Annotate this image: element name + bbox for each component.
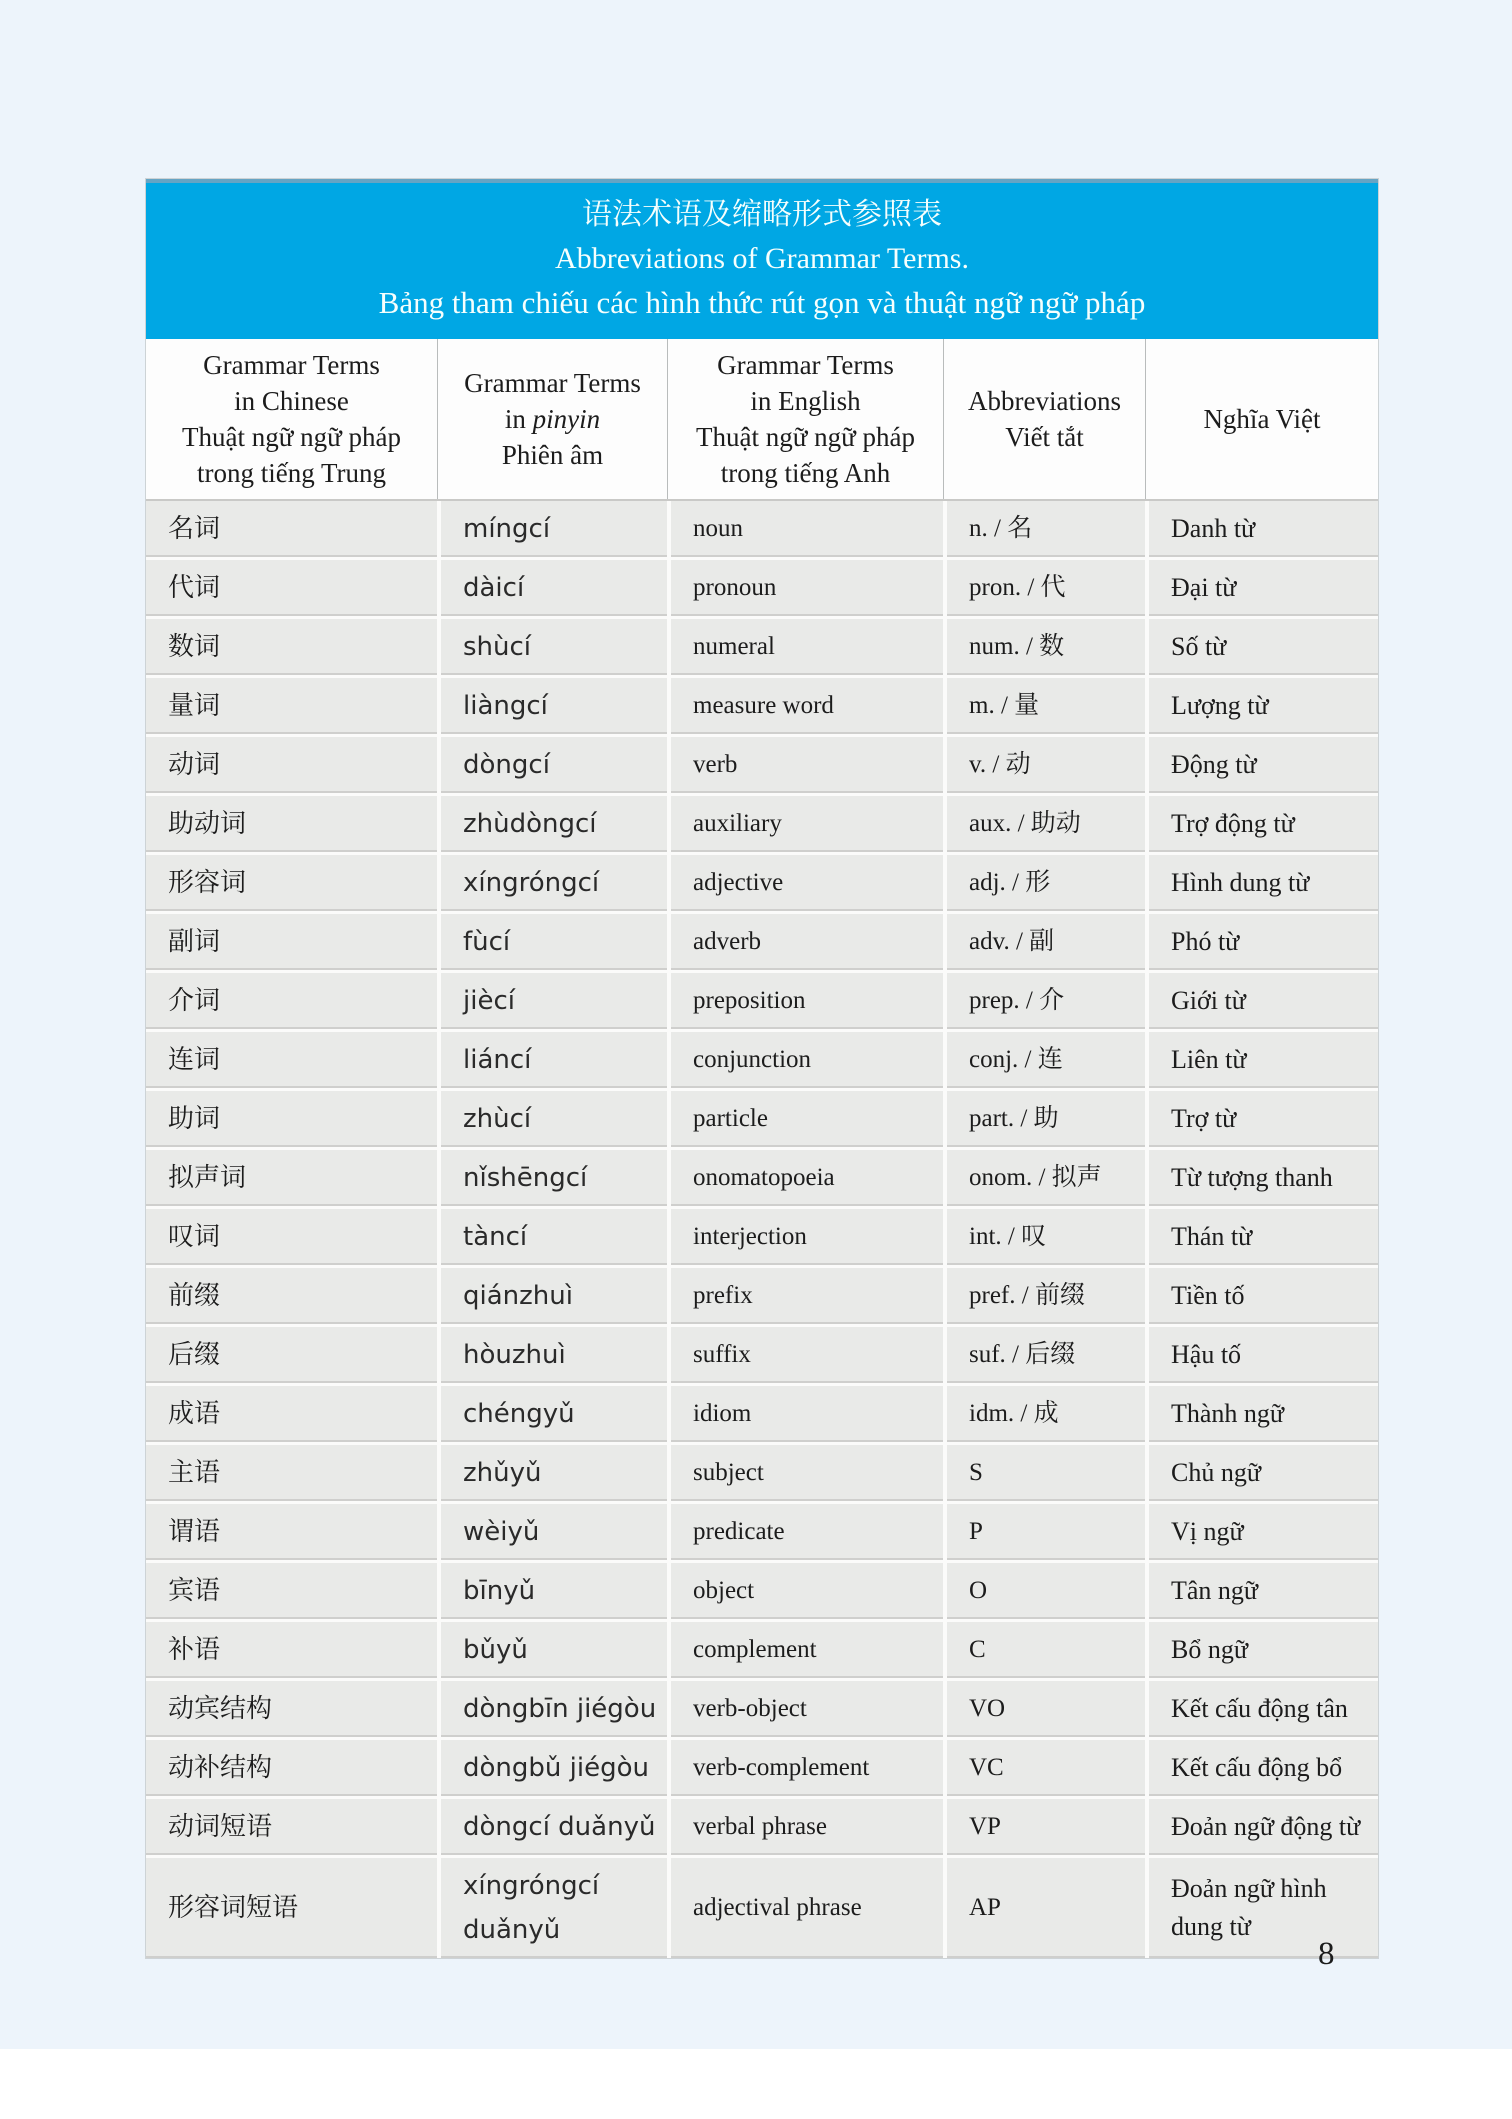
- cell-vietnamese-meaning: Hậu tố: [1145, 1327, 1378, 1383]
- cell-chinese-term: 拟声词: [146, 1150, 437, 1206]
- cell-chinese-term: 主语: [146, 1445, 437, 1501]
- cell-pinyin: xíngróngcí duǎnyǔ: [437, 1858, 667, 1958]
- cell-english-term: adjectival phrase: [667, 1858, 943, 1958]
- cell-pinyin: dòngcí: [437, 737, 667, 793]
- cell-vietnamese-meaning: Trợ từ: [1145, 1091, 1378, 1147]
- cell-abbreviation: pron. / 代: [943, 560, 1145, 616]
- cell-chinese-term: 叹词: [146, 1209, 437, 1265]
- cell-pinyin: dàicí: [437, 560, 667, 616]
- cell-vietnamese-meaning: Thán từ: [1145, 1209, 1378, 1265]
- cell-pinyin: xíngróngcí: [437, 855, 667, 911]
- column-header-row: [146, 339, 1378, 499]
- cell-pinyin: dòngbǔ jiégòu: [437, 1740, 667, 1796]
- grammar-terms-table: [145, 178, 1379, 1959]
- cell-english-term: verb-complement: [667, 1740, 943, 1796]
- cell-vietnamese-meaning: Số từ: [1145, 619, 1378, 675]
- table-row: [146, 616, 1378, 675]
- cell-abbreviation: part. / 助: [943, 1091, 1145, 1147]
- cell-pinyin: bǔyǔ: [437, 1622, 667, 1678]
- cell-pinyin: chéngyǔ: [437, 1386, 667, 1442]
- column-header-chinese: Grammar Terms in Chinese Thuật ngữ ngữ pháp trong tiếng Trung: [182, 350, 401, 488]
- cell-english-term: noun: [667, 501, 943, 557]
- cell-english-term: conjunction: [667, 1032, 943, 1088]
- column-header-vietnamese: Nghĩa Việt: [1145, 339, 1378, 499]
- cell-english-term: object: [667, 1563, 943, 1619]
- cell-pinyin: dòngcí duǎnyǔ: [437, 1799, 667, 1855]
- table-title-chinese: 语法术语及缩略形式参照表: [582, 198, 942, 231]
- table-row: [146, 1324, 1378, 1383]
- cell-english-term: adverb: [667, 914, 943, 970]
- cell-chinese-term: 量词: [146, 678, 437, 734]
- cell-chinese-term: 数词: [146, 619, 437, 675]
- page-bottom-margin: [0, 2049, 1512, 2119]
- cell-abbreviation: C: [943, 1622, 1145, 1678]
- cell-vietnamese-meaning: Tiền tố: [1145, 1268, 1378, 1324]
- table-row: [146, 1737, 1378, 1796]
- table-row: [146, 1206, 1378, 1265]
- table-row: [146, 1796, 1378, 1855]
- table-row: [146, 557, 1378, 616]
- cell-vietnamese-meaning: Hình dung từ: [1145, 855, 1378, 911]
- table-row: [146, 1265, 1378, 1324]
- cell-vietnamese-meaning: Vị ngữ: [1145, 1504, 1378, 1560]
- cell-vietnamese-meaning: Danh từ: [1145, 501, 1378, 557]
- cell-english-term: verbal phrase: [667, 1799, 943, 1855]
- cell-english-term: verb: [667, 737, 943, 793]
- cell-english-term: numeral: [667, 619, 943, 675]
- cell-abbreviation: int. / 叹: [943, 1209, 1145, 1265]
- cell-english-term: particle: [667, 1091, 943, 1147]
- cell-pinyin: wèiyǔ: [437, 1504, 667, 1560]
- cell-english-term: prefix: [667, 1268, 943, 1324]
- cell-vietnamese-meaning: Từ tượng thanh: [1145, 1150, 1378, 1206]
- cell-pinyin: bīnyǔ: [437, 1563, 667, 1619]
- cell-vietnamese-meaning: Đoản ngữ động từ: [1145, 1799, 1378, 1855]
- cell-english-term: suffix: [667, 1327, 943, 1383]
- cell-pinyin: zhǔyǔ: [437, 1445, 667, 1501]
- cell-chinese-term: 动补结构: [146, 1740, 437, 1796]
- table-row: [146, 1088, 1378, 1147]
- table-row: [146, 1029, 1378, 1088]
- cell-english-term: preposition: [667, 973, 943, 1029]
- cell-chinese-term: 形容词短语: [146, 1858, 437, 1958]
- cell-english-term: pronoun: [667, 560, 943, 616]
- cell-chinese-term: 后缀: [146, 1327, 437, 1383]
- cell-abbreviation: VC: [943, 1740, 1145, 1796]
- cell-pinyin: tàncí: [437, 1209, 667, 1265]
- table-row: [146, 1560, 1378, 1619]
- cell-pinyin: jiècí: [437, 973, 667, 1029]
- table-row: [146, 970, 1378, 1029]
- cell-chinese-term: 动词短语: [146, 1799, 437, 1855]
- cell-chinese-term: 动词: [146, 737, 437, 793]
- cell-chinese-term: 代词: [146, 560, 437, 616]
- cell-abbreviation: conj. / 连: [943, 1032, 1145, 1088]
- table-title-banner: [146, 179, 1378, 339]
- cell-english-term: complement: [667, 1622, 943, 1678]
- column-header-abbreviations: Abbreviations Viết tắt: [943, 339, 1145, 499]
- table-row: [146, 911, 1378, 970]
- table-row: [146, 793, 1378, 852]
- table-body: [146, 499, 1378, 1958]
- cell-abbreviation: num. / 数: [943, 619, 1145, 675]
- cell-vietnamese-meaning: Phó từ: [1145, 914, 1378, 970]
- cell-pinyin: nǐshēngcí: [437, 1150, 667, 1206]
- cell-abbreviation: O: [943, 1563, 1145, 1619]
- cell-vietnamese-meaning: Bổ ngữ: [1145, 1622, 1378, 1678]
- cell-abbreviation: adv. / 副: [943, 914, 1145, 970]
- cell-abbreviation: adj. / 形: [943, 855, 1145, 911]
- cell-chinese-term: 宾语: [146, 1563, 437, 1619]
- cell-abbreviation: prep. / 介: [943, 973, 1145, 1029]
- cell-vietnamese-meaning: Thành ngữ: [1145, 1386, 1378, 1442]
- cell-chinese-term: 连词: [146, 1032, 437, 1088]
- table-row: [146, 501, 1378, 557]
- table-row: [146, 1619, 1378, 1678]
- cell-abbreviation: AP: [943, 1858, 1145, 1958]
- cell-pinyin: liáncí: [437, 1032, 667, 1088]
- cell-english-term: idiom: [667, 1386, 943, 1442]
- table-row: [146, 1678, 1378, 1737]
- page-number: 8: [1318, 1936, 1335, 1972]
- table-title-english: Abbreviations of Grammar Terms.: [555, 242, 969, 275]
- cell-pinyin: dòngbīn jiégòu: [437, 1681, 667, 1737]
- cell-chinese-term: 助词: [146, 1091, 437, 1147]
- cell-pinyin: shùcí: [437, 619, 667, 675]
- cell-english-term: subject: [667, 1445, 943, 1501]
- cell-abbreviation: suf. / 后缀: [943, 1327, 1145, 1383]
- cell-pinyin: hòuzhuì: [437, 1327, 667, 1383]
- cell-vietnamese-meaning: Đại từ: [1145, 560, 1378, 616]
- cell-pinyin: zhùcí: [437, 1091, 667, 1147]
- cell-abbreviation: P: [943, 1504, 1145, 1560]
- cell-english-term: auxiliary: [667, 796, 943, 852]
- table-title-vietnamese: Bảng tham chiếu các hình thức rút gọn và thuật ngữ ngữ pháp: [378, 285, 1146, 320]
- cell-abbreviation: S: [943, 1445, 1145, 1501]
- cell-english-term: adjective: [667, 855, 943, 911]
- cell-abbreviation: onom. / 拟声: [943, 1150, 1145, 1206]
- cell-vietnamese-meaning: Tân ngữ: [1145, 1563, 1378, 1619]
- cell-english-term: interjection: [667, 1209, 943, 1265]
- column-header-english: Grammar Terms in English Thuật ngữ ngữ pháp trong tiếng Anh: [667, 339, 943, 499]
- cell-abbreviation: v. / 动: [943, 737, 1145, 793]
- cell-pinyin: míngcí: [437, 501, 667, 557]
- cell-abbreviation: m. / 量: [943, 678, 1145, 734]
- cell-chinese-term: 助动词: [146, 796, 437, 852]
- cell-vietnamese-meaning: Giới từ: [1145, 973, 1378, 1029]
- table-row: [146, 734, 1378, 793]
- cell-abbreviation: n. / 名: [943, 501, 1145, 557]
- cell-chinese-term: 补语: [146, 1622, 437, 1678]
- cell-abbreviation: idm. / 成: [943, 1386, 1145, 1442]
- cell-abbreviation: aux. / 助动: [943, 796, 1145, 852]
- table-row: [146, 1442, 1378, 1501]
- cell-vietnamese-meaning: Kết cấu động bổ: [1145, 1740, 1378, 1796]
- cell-english-term: verb-object: [667, 1681, 943, 1737]
- cell-vietnamese-meaning: Trợ động từ: [1145, 796, 1378, 852]
- cell-chinese-term: 形容词: [146, 855, 437, 911]
- cell-chinese-term: 名词: [146, 501, 437, 557]
- table-row: [146, 852, 1378, 911]
- cell-chinese-term: 前缀: [146, 1268, 437, 1324]
- table-row: [146, 1501, 1378, 1560]
- table-row: [146, 1383, 1378, 1442]
- cell-abbreviation: VP: [943, 1799, 1145, 1855]
- cell-abbreviation: pref. / 前缀: [943, 1268, 1145, 1324]
- cell-english-term: measure word: [667, 678, 943, 734]
- cell-pinyin: zhùdòngcí: [437, 796, 667, 852]
- table-row: [146, 1147, 1378, 1206]
- column-header-pinyin: Grammar Terms in pinyin Phiên âm: [437, 339, 667, 499]
- cell-vietnamese-meaning: Đoản ngữ hình dung từ: [1145, 1858, 1378, 1958]
- cell-vietnamese-meaning: Lượng từ: [1145, 678, 1378, 734]
- cell-pinyin: fùcí: [437, 914, 667, 970]
- cell-vietnamese-meaning: Chủ ngữ: [1145, 1445, 1378, 1501]
- cell-pinyin: qiánzhuì: [437, 1268, 667, 1324]
- cell-english-term: predicate: [667, 1504, 943, 1560]
- cell-chinese-term: 介词: [146, 973, 437, 1029]
- cell-chinese-term: 副词: [146, 914, 437, 970]
- table-row: [146, 675, 1378, 734]
- cell-chinese-term: 动宾结构: [146, 1681, 437, 1737]
- cell-vietnamese-meaning: Liên từ: [1145, 1032, 1378, 1088]
- cell-english-term: onomatopoeia: [667, 1150, 943, 1206]
- cell-abbreviation: VO: [943, 1681, 1145, 1737]
- cell-pinyin: liàngcí: [437, 678, 667, 734]
- cell-chinese-term: 谓语: [146, 1504, 437, 1560]
- cell-vietnamese-meaning: Động từ: [1145, 737, 1378, 793]
- cell-chinese-term: 成语: [146, 1386, 437, 1442]
- cell-vietnamese-meaning: Kết cấu động tân: [1145, 1681, 1378, 1737]
- table-row: [146, 1855, 1378, 1958]
